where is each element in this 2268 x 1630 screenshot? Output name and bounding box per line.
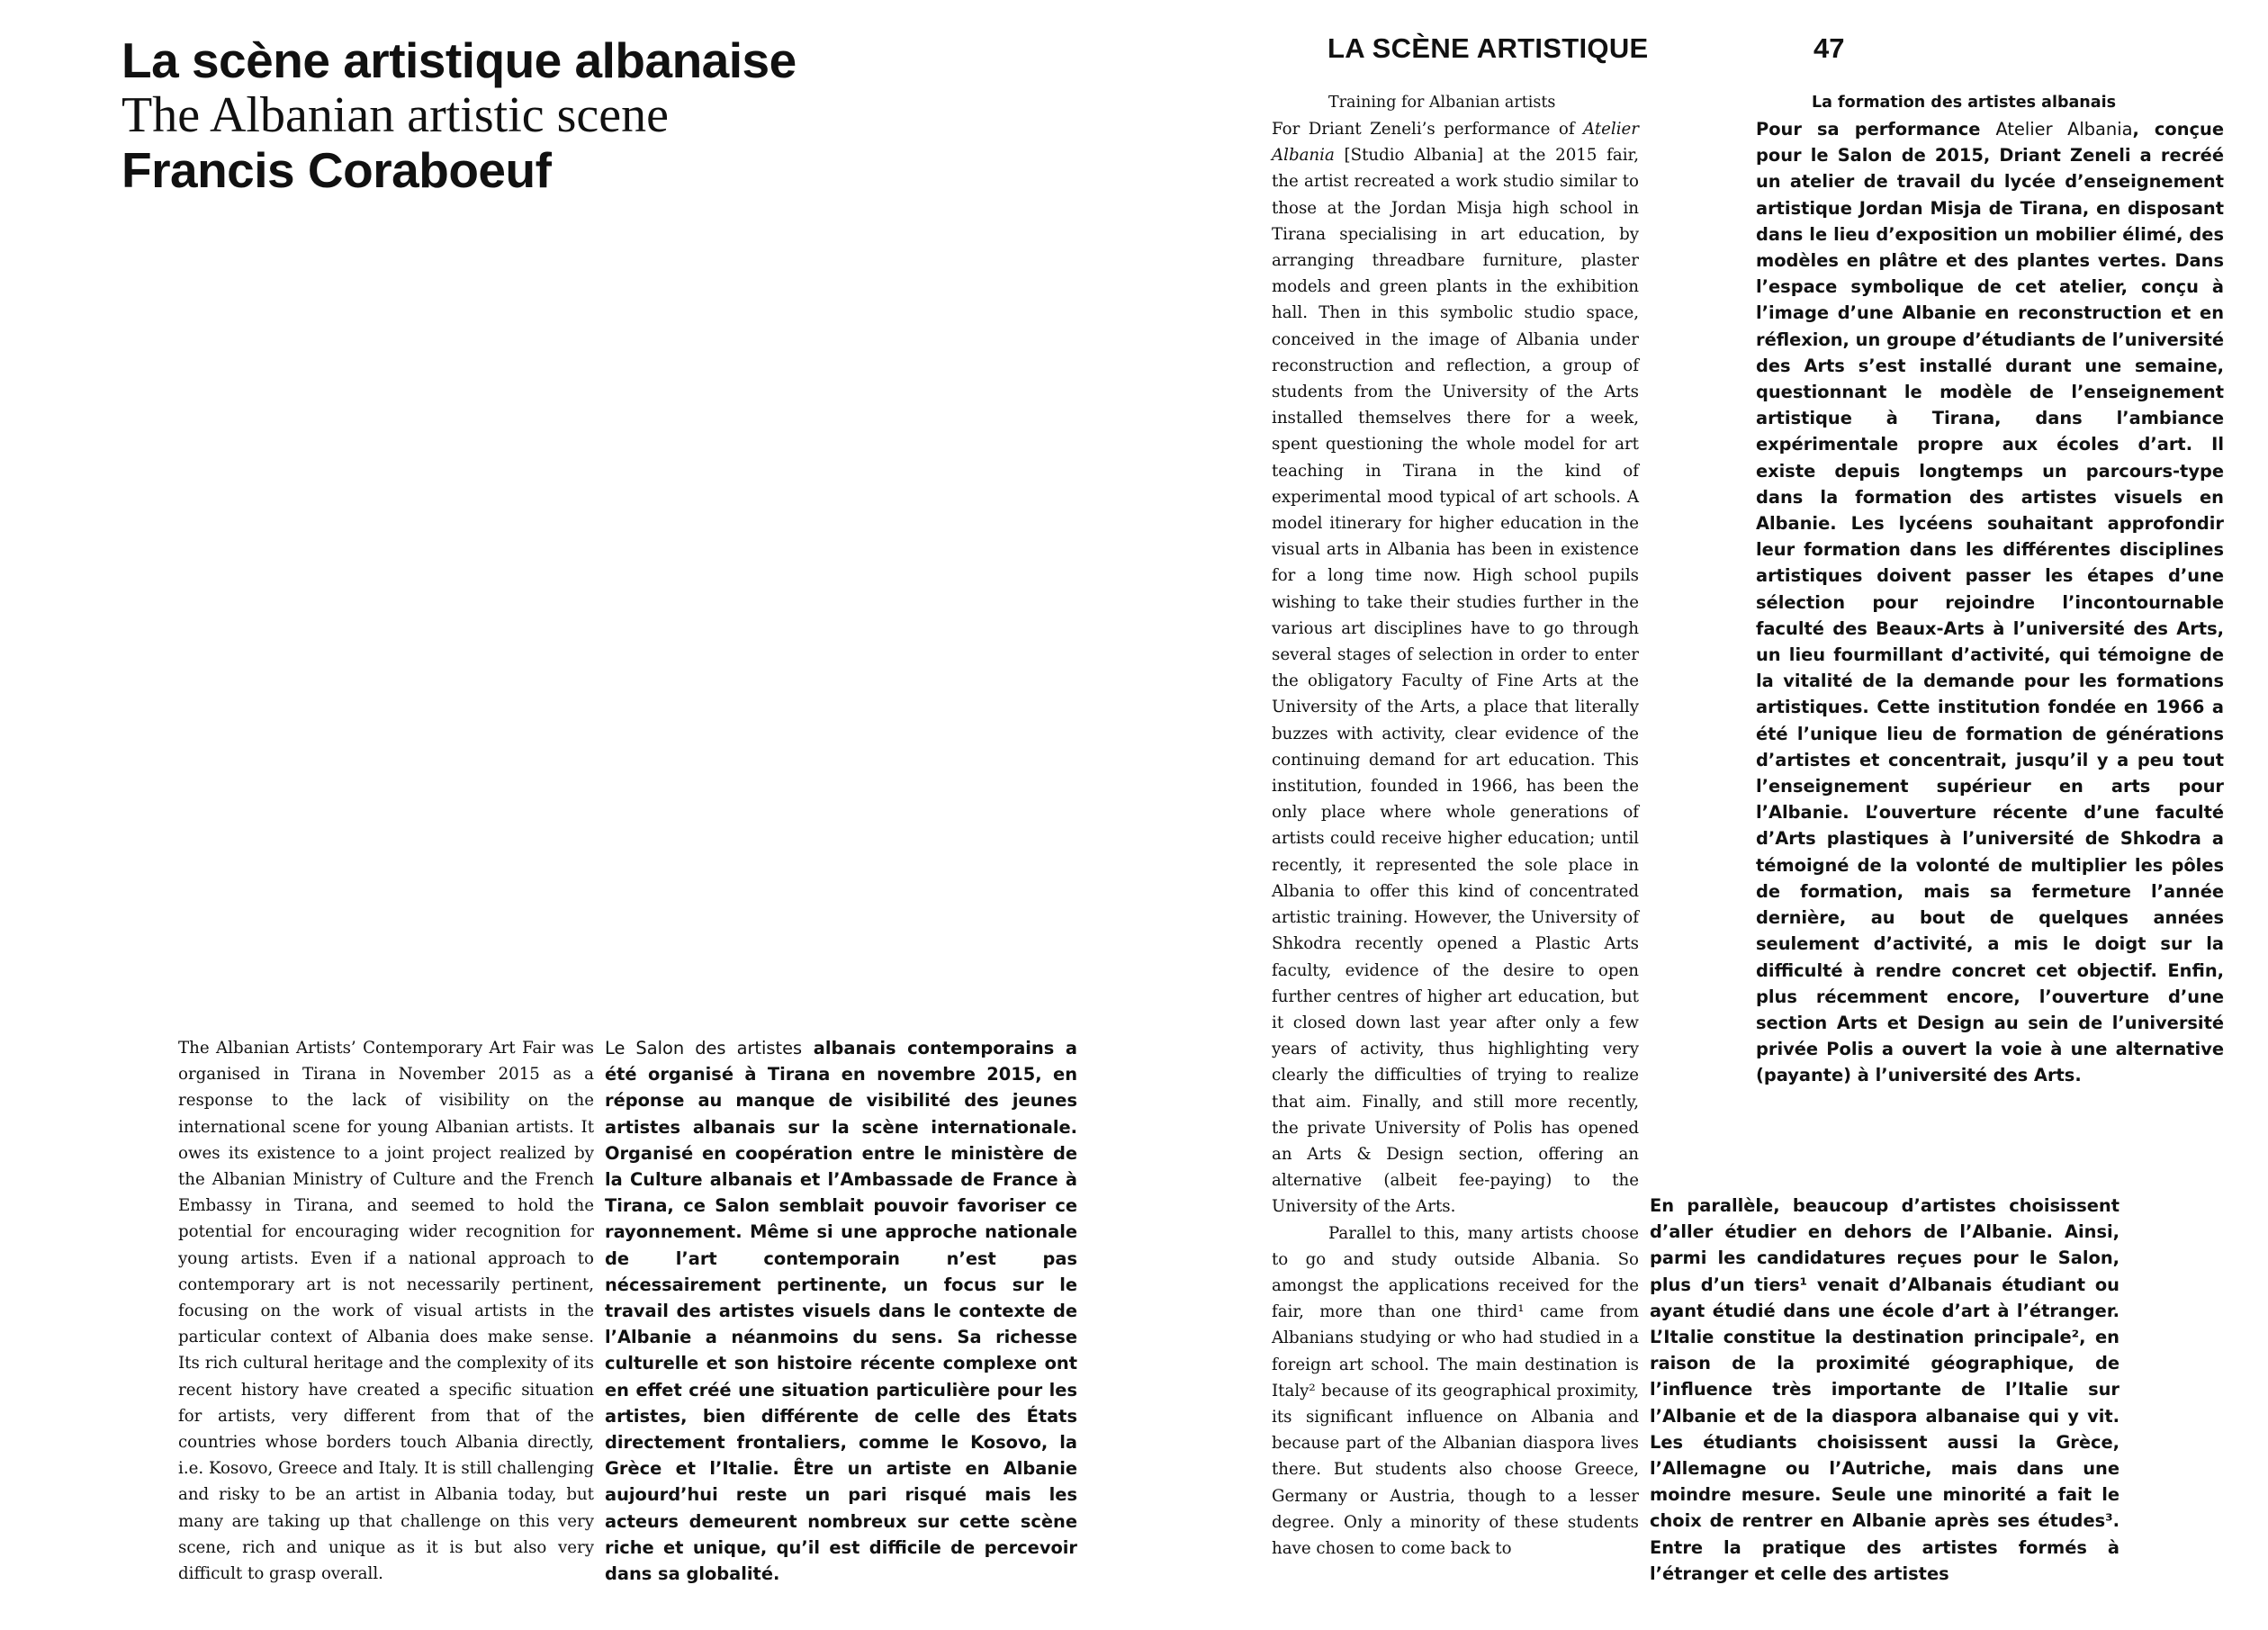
training-column-en (1272, 90, 1639, 1562)
training-paragraph-fr-2: En parallèle, beaucoup d’artistes choisissent d’aller étudier en dehors de l’Albanie. Ainsi, parmi les candidatures reçues pour le Salon, plus d’un tiers¹ venait d’Albanais étudiant ou ayant étudié dans une école d’art à l’étranger. L’Italie constitue la destination principale², en raison de la proximité géographique, de l’influence très importante de l’Italie sur l’Albanie et de la diaspora albanaise qui y vit. Les étudiants choisissent aussi la Grèce, l’Allemagne ou l’Autriche, mais dans une moindre mesure. Seule une minorité a fait le choix de rentrer en Albanie après ses études³. Entre la pratique des artistes formés à l’étranger et celle des artistes (1650, 1195, 2120, 1584)
intro-column-en (178, 1035, 594, 1587)
training-paragraph-en-2: Parallel to this, many artists choose to go and study outside Albania. So amongst the applications received for the fair, more than one third¹ came from Albanians studying or who had studied in a foreign art school. The main destination is Italy² because of its geographical proximity, its significant influence on Albania and because part of the Albanian diaspora lives there. But students also choose Greece, Germany or Austria, though to a lesser degree. Only a minority of these students have chosen to come back to (1272, 1223, 1639, 1558)
training-column-fr (1756, 90, 2224, 1089)
page-title-fr: La scène artistique albanaise (122, 32, 796, 88)
text-run: at the 2015 fair, the artist recreated a work studio similar to those at the Jordan Misja high school in Tirana specialising in art education, by arranging threadbare furniture, plaster models and green plants in the exhibition hall. Then in this symbolic studio space, conceived in the image of Albania under reconstruction and reflection, a group of students from the University of the Arts installed themselves there for a week, spent questioning the whole model for art teaching in Tirana in the kind of experimental mood typical of art schools. A model itinerary for higher education in the visual arts in Albania has been in existence for a long time now. High school pupils wishing to take their studies further in the various art disciplines have to go through several stages of selection in order to enter the obligatory Faculty of Fine Arts at the University of the Arts, a place that literally buzzes with activity, clear evidence of the continuing demand for art education. This institution, founded in 1966, has been the only place where whole generations of artists could receive higher education; until recently, it represented the sole place in Albania to offer this kind of concentrated artistic training. However, the University of Shkodra recently opened a Plastic Arts faculty, evidence of the desire to open further centres of higher art education, but it closed down last year after only a few years of activity, thus highlighting very clearly the difficulties of trying to realize that aim. Finally, and still more recently, the private University of Polis has opened an Arts & Design section, offering an alternative (albeit fee-paying) to the University of the Arts. (1272, 146, 1639, 1217)
training-column-fr-continued (1650, 1193, 2120, 1587)
intro-lead-fr: Le Salon des artistes (605, 1038, 803, 1058)
intro-column-fr (605, 1035, 1077, 1587)
text-run: For Driant Zeneli’s performance of (1272, 120, 1584, 139)
intro-paragraph-fr (605, 1035, 1077, 1587)
running-head: LA SCÈNE ARTISTIQUE (1328, 32, 1649, 64)
author-name: Francis Coraboeuf (122, 142, 552, 198)
subheading-en: Training for Albanian artists (1328, 94, 1556, 112)
page-number: 47 (1814, 32, 1845, 64)
artwork-title-translation: [Studio Albania] (1344, 146, 1484, 166)
artwork-title: Atelier Albania (1272, 120, 1639, 166)
intro-paragraph-en: The Albanian Artists’ Contemporary Art Fair was organised in Tirana in November 2015 as a response to the lack of visibility on the international scene for young Albanian artists. It owes its existence to a joint project realized by the Albanian Ministry of Culture and the French Embassy in Tirana, and seemed to hold the potential for encouraging wider recognition for young artists. Even if a national approach to contemporary art is not necessarily pertinent, focusing on the work of visual artists in the particular context of Albania does make sense. Its rich cultural heritage and the complexity of its recent history have created a specific situation for artists, very different from that of the countries whose borders touch Albania directly, i.e. Kosovo, Greece and Italy. It is still challenging and risky to be an artist in Albania today, but many are taking up that challenge on this very scene, rich and unique as it is but also very difficult to grasp overall. (178, 1039, 594, 1584)
training-paragraph-fr-1 (1756, 116, 2224, 1089)
text-run: , conçue pour le Salon de 2015, Driant Zeneli a recréé un atelier de travail du lycée d’enseignement artistique Jordan Misja de Tirana, en disposant dans le lieu d’exposition un mobilier élimé, des modèles en plâtre et des plantes vertes. Dans l’espace symbolique de cet atelier, conçu à l’image d’une Albanie en reconstruction et en réflexion, un groupe d’étudiants de l’université des Arts s’est installé durant une semaine, questionnant le modèle de l’enseignement artistique à Tirana, dans l’ambiance expérimentale propre aux écoles d’art. Il existe depuis longtemps un parcours-type dans la formation des artistes visuels en Albanie. Les lycéens souhaitant approfondir leur formation dans les différentes disciplines artistiques doivent passer les étapes d’une sélection pour rejoindre l’incontournable faculté des Beaux-Arts à l’université des Arts, un lieu fourmillant d’activité, qui témoigne de la vitalité de la demande pour les formations artistiques. Cette institution fondée en 1966 a été l’unique lieu de formation de générations d’artistes et concentrait, jusqu’il y a peu tout l’enseignement supérieur en arts pour l’Albanie. L’ouverture récente d’une faculté d’Arts plastiques à l’université de Shkodra a témoigné de la volonté de multiplier les pôles de formation, mais sa fermeture l’année dernière, au bout de quelques années seulement d’activité, a mis le doigt sur la difficulté à rendre concret cet objectif. Enfin, plus récemment encore, l’ouverture d’une section Arts et Design au sein de l’université privée Polis a ouvert la voie à une alternative (payante) à l’université des Arts. (1756, 119, 2225, 1086)
page-title-en: The Albanian artistic scene (122, 87, 669, 143)
intro-body-fr: albanais contemporains a été organisé à Tirana en novembre 2015, en réponse au manque de visibilité des jeunes artistes albanais sur la scène internationale. Organisé en coopération entre le ministère de la Culture albanais et l’Ambassade de France à Tirana, ce Salon semblait pouvoir favoriser ce rayonnement. Même si une approche nationale de l’art contemporain n’est pas nécessairement pertinente, un focus sur le travail des artistes visuels dans le contexte de l’Albanie a néanmoins du sens. Sa richesse culturelle et son histoire récente complexe ont en effet créé une situation particulière pour les artistes, bien différente de celle des États directement frontaliers, comme le Kosovo, la Grèce et l’Italie. Être un artiste en Albanie aujourd’hui reste un pari risqué mais les acteurs demeurent nombreux sur cette scène riche et unique, qu’il est difficile de percevoir dans sa globalité. (605, 1038, 1077, 1585)
text-run: Pour sa performance (1756, 119, 1981, 140)
artwork-title-fr: Atelier Albania (1995, 119, 2133, 140)
title-block (122, 32, 1022, 198)
subheading-fr: La formation des artistes albanais (1812, 94, 2116, 112)
training-paragraph-en-1 (1272, 116, 1639, 1220)
